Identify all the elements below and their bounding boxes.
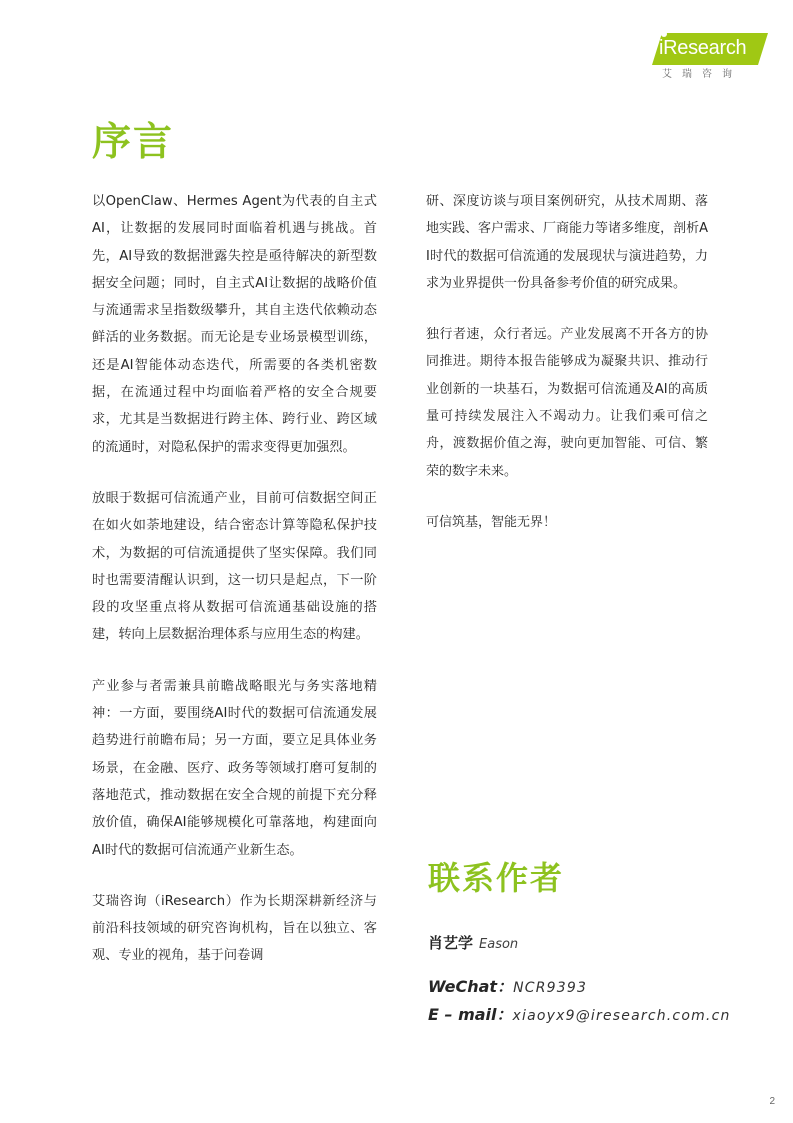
paragraph-6: 独行者速，众行者远。产业发展离不开各方的协同推进。期待本报告能够成为凝聚共识、推动行业创新的一块基石，为数据可信流通及AI的高质量可持续发展注入不竭动力。让我们乘可信之舟，渡数据价值之海，驶向更加智能、可信、繁荣的数字未来。 xyxy=(426,327,708,479)
right-column xyxy=(426,188,708,560)
author-name-en: Eason xyxy=(479,937,519,952)
logo-wordmark: iResearch xyxy=(659,37,747,59)
email-line xyxy=(428,1002,731,1029)
paragraph-2: 放眼于数据可信流通产业，目前可信数据空间正在如火如荼地建设，结合密态计算等隐私保护技术，为数据的可信流通提供了坚实保障。我们同时也需要清醒认识到，这一切只是起点，下一阶段的攻坚重点将从数据可信流通基础设施的搭建，转向上层数据治理体系与应用生态的构建。 xyxy=(92,490,377,643)
paragraph-1: 以OpenClaw、Hermes Agent为代表的自主式AI，让数据的发展同时面临着机遇与挑战。首先，AI导致的数据泄露失控是亟待解决的新型数据安全问题；同时，自主式AI让数据的战略价值与流通需求呈指数级攀升，其自主迭代依赖动态鲜活的业务数据。而无论是专业场景模型训练，还是AI智能体动态迭代，所需要的各类机密数据，在流通过程中均面临着严格的安全合规要求，尤其是当数据进行跨主体、跨行业、跨区域的流通时，对隐私保护的需求变得更加强烈。 xyxy=(92,194,377,455)
page-title: 序言 xyxy=(92,120,175,165)
paragraph-7: 可信筑基，智能无界！ xyxy=(426,514,557,530)
contact-heading: 联系作者 xyxy=(428,859,565,897)
author-name-zh: 肖艺学 xyxy=(428,934,474,952)
iresearch-logo xyxy=(652,30,768,86)
page-number: 2 xyxy=(769,1096,775,1107)
logo-subtitle: 艾瑞咨询 xyxy=(662,69,742,80)
paragraph-5: 研、深度访谈与项目案例研究，从技术周期、落地实践、客户需求、厂商能力等诸多维度，剖析AI时代的数据可信流通的发展现状与演进趋势，力求为业界提供一份具备参考价值的研究成果。 xyxy=(426,194,708,291)
left-column xyxy=(92,188,377,994)
paragraph-4: 艾瑞咨询（iResearch）作为长期深耕新经济与前沿科技领域的研究咨询机构，旨在以独立、客观、专业的视角，基于问卷调 xyxy=(92,893,377,964)
wechat-line xyxy=(428,974,587,1001)
author-name xyxy=(428,930,518,958)
email-label: E – mail： xyxy=(428,1005,513,1024)
wechat-label: WeChat： xyxy=(428,977,514,996)
email-link[interactable]: xiaoyx9@iresearch.com.cn xyxy=(512,1008,731,1024)
wechat-value[interactable]: NCR9393 xyxy=(513,980,588,996)
paragraph-3: 产业参与者需兼具前瞻战略眼光与务实落地精神：一方面，要围绕AI时代的数据可信流通发展趋势进行前瞻布局；另一方面，要立足具体业务场景，在金融、医疗、政务等领域打磨可复制的落地范式，推动数据在安全合规的前提下充分释放价值，确保AI能够规模化可靠落地，构建面向AI时代的数据可信流通产业新生态。 xyxy=(92,678,377,858)
